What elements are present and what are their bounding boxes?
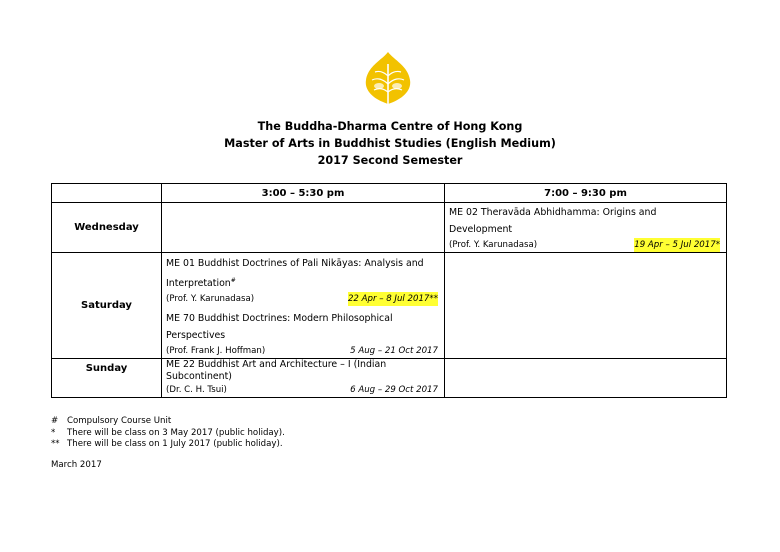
course-dates: 5 Aug – 21 Oct 2017 bbox=[350, 346, 438, 357]
empty-cell bbox=[162, 203, 445, 253]
day-label: Wednesday bbox=[52, 203, 162, 253]
day-label: Saturday bbox=[52, 253, 162, 359]
bodhi-leaf-logo-icon bbox=[362, 50, 414, 106]
semester-name: 2017 Second Semester bbox=[317, 154, 463, 167]
course-dates: 22 Apr – 8 Jul 2017** bbox=[347, 294, 438, 305]
course-meta bbox=[449, 238, 722, 252]
lecturer: (Prof. Y. Karunadasa) bbox=[166, 294, 255, 305]
table-header-row bbox=[52, 184, 727, 203]
course-cell bbox=[162, 359, 445, 398]
header-cell-afternoon: 3:00 – 5:30 pm bbox=[162, 184, 445, 203]
table-row-wednesday bbox=[52, 203, 727, 253]
day-label: Sunday bbox=[52, 359, 162, 398]
footnote: # Compulsory Course Unit bbox=[51, 416, 172, 426]
table-row-saturday bbox=[52, 253, 727, 359]
footnote: ** There will be class on 1 July 2017 (public holiday). bbox=[51, 439, 283, 449]
programme-name: Master of Arts in Buddhist Studies (English Medium) bbox=[224, 137, 556, 150]
course-title: ME 02 Theravāda Abhidhamma: Origins and Development bbox=[449, 207, 657, 235]
empty-cell bbox=[445, 359, 727, 398]
table-row-sunday bbox=[52, 359, 727, 398]
course-title: ME 01 Buddhist Doctrines of Pali Nikāyas: Analysis and Interpretation# bbox=[166, 258, 424, 290]
course-dates: 6 Aug – 29 Oct 2017 bbox=[350, 385, 438, 396]
course-cell bbox=[162, 253, 445, 359]
course-meta bbox=[166, 292, 440, 306]
issue-date: March 2017 bbox=[51, 460, 102, 470]
course-title: ME 70 Buddhist Doctrines: Modern Philosophical Perspectives bbox=[166, 313, 393, 342]
footnote: * There will be class on 3 May 2017 (public holiday). bbox=[51, 427, 285, 438]
course-meta bbox=[166, 383, 440, 397]
header-cell-blank bbox=[52, 184, 162, 203]
centre-name: The Buddha-Dharma Centre of Hong Kong bbox=[257, 120, 523, 133]
course-meta bbox=[166, 344, 440, 358]
course-cell bbox=[445, 203, 727, 253]
course-dates: 19 Apr – 5 Jul 2017* bbox=[634, 240, 720, 250]
course-title: ME 22 Buddhist Art and Architecture – I (Indian Subcontinent) bbox=[166, 359, 387, 383]
lecturer: (Prof. Y. Karunadasa) bbox=[449, 240, 538, 250]
compulsory-mark: # bbox=[230, 277, 236, 284]
empty-cell bbox=[445, 253, 727, 359]
lecturer: (Prof. Frank J. Hoffman) bbox=[166, 346, 266, 357]
schedule-table bbox=[51, 183, 727, 398]
footnotes bbox=[51, 416, 285, 451]
document-title bbox=[0, 118, 780, 169]
header-cell-evening: 7:00 – 9:30 pm bbox=[445, 184, 727, 203]
lecturer: (Dr. C. H. Tsui) bbox=[166, 385, 227, 396]
